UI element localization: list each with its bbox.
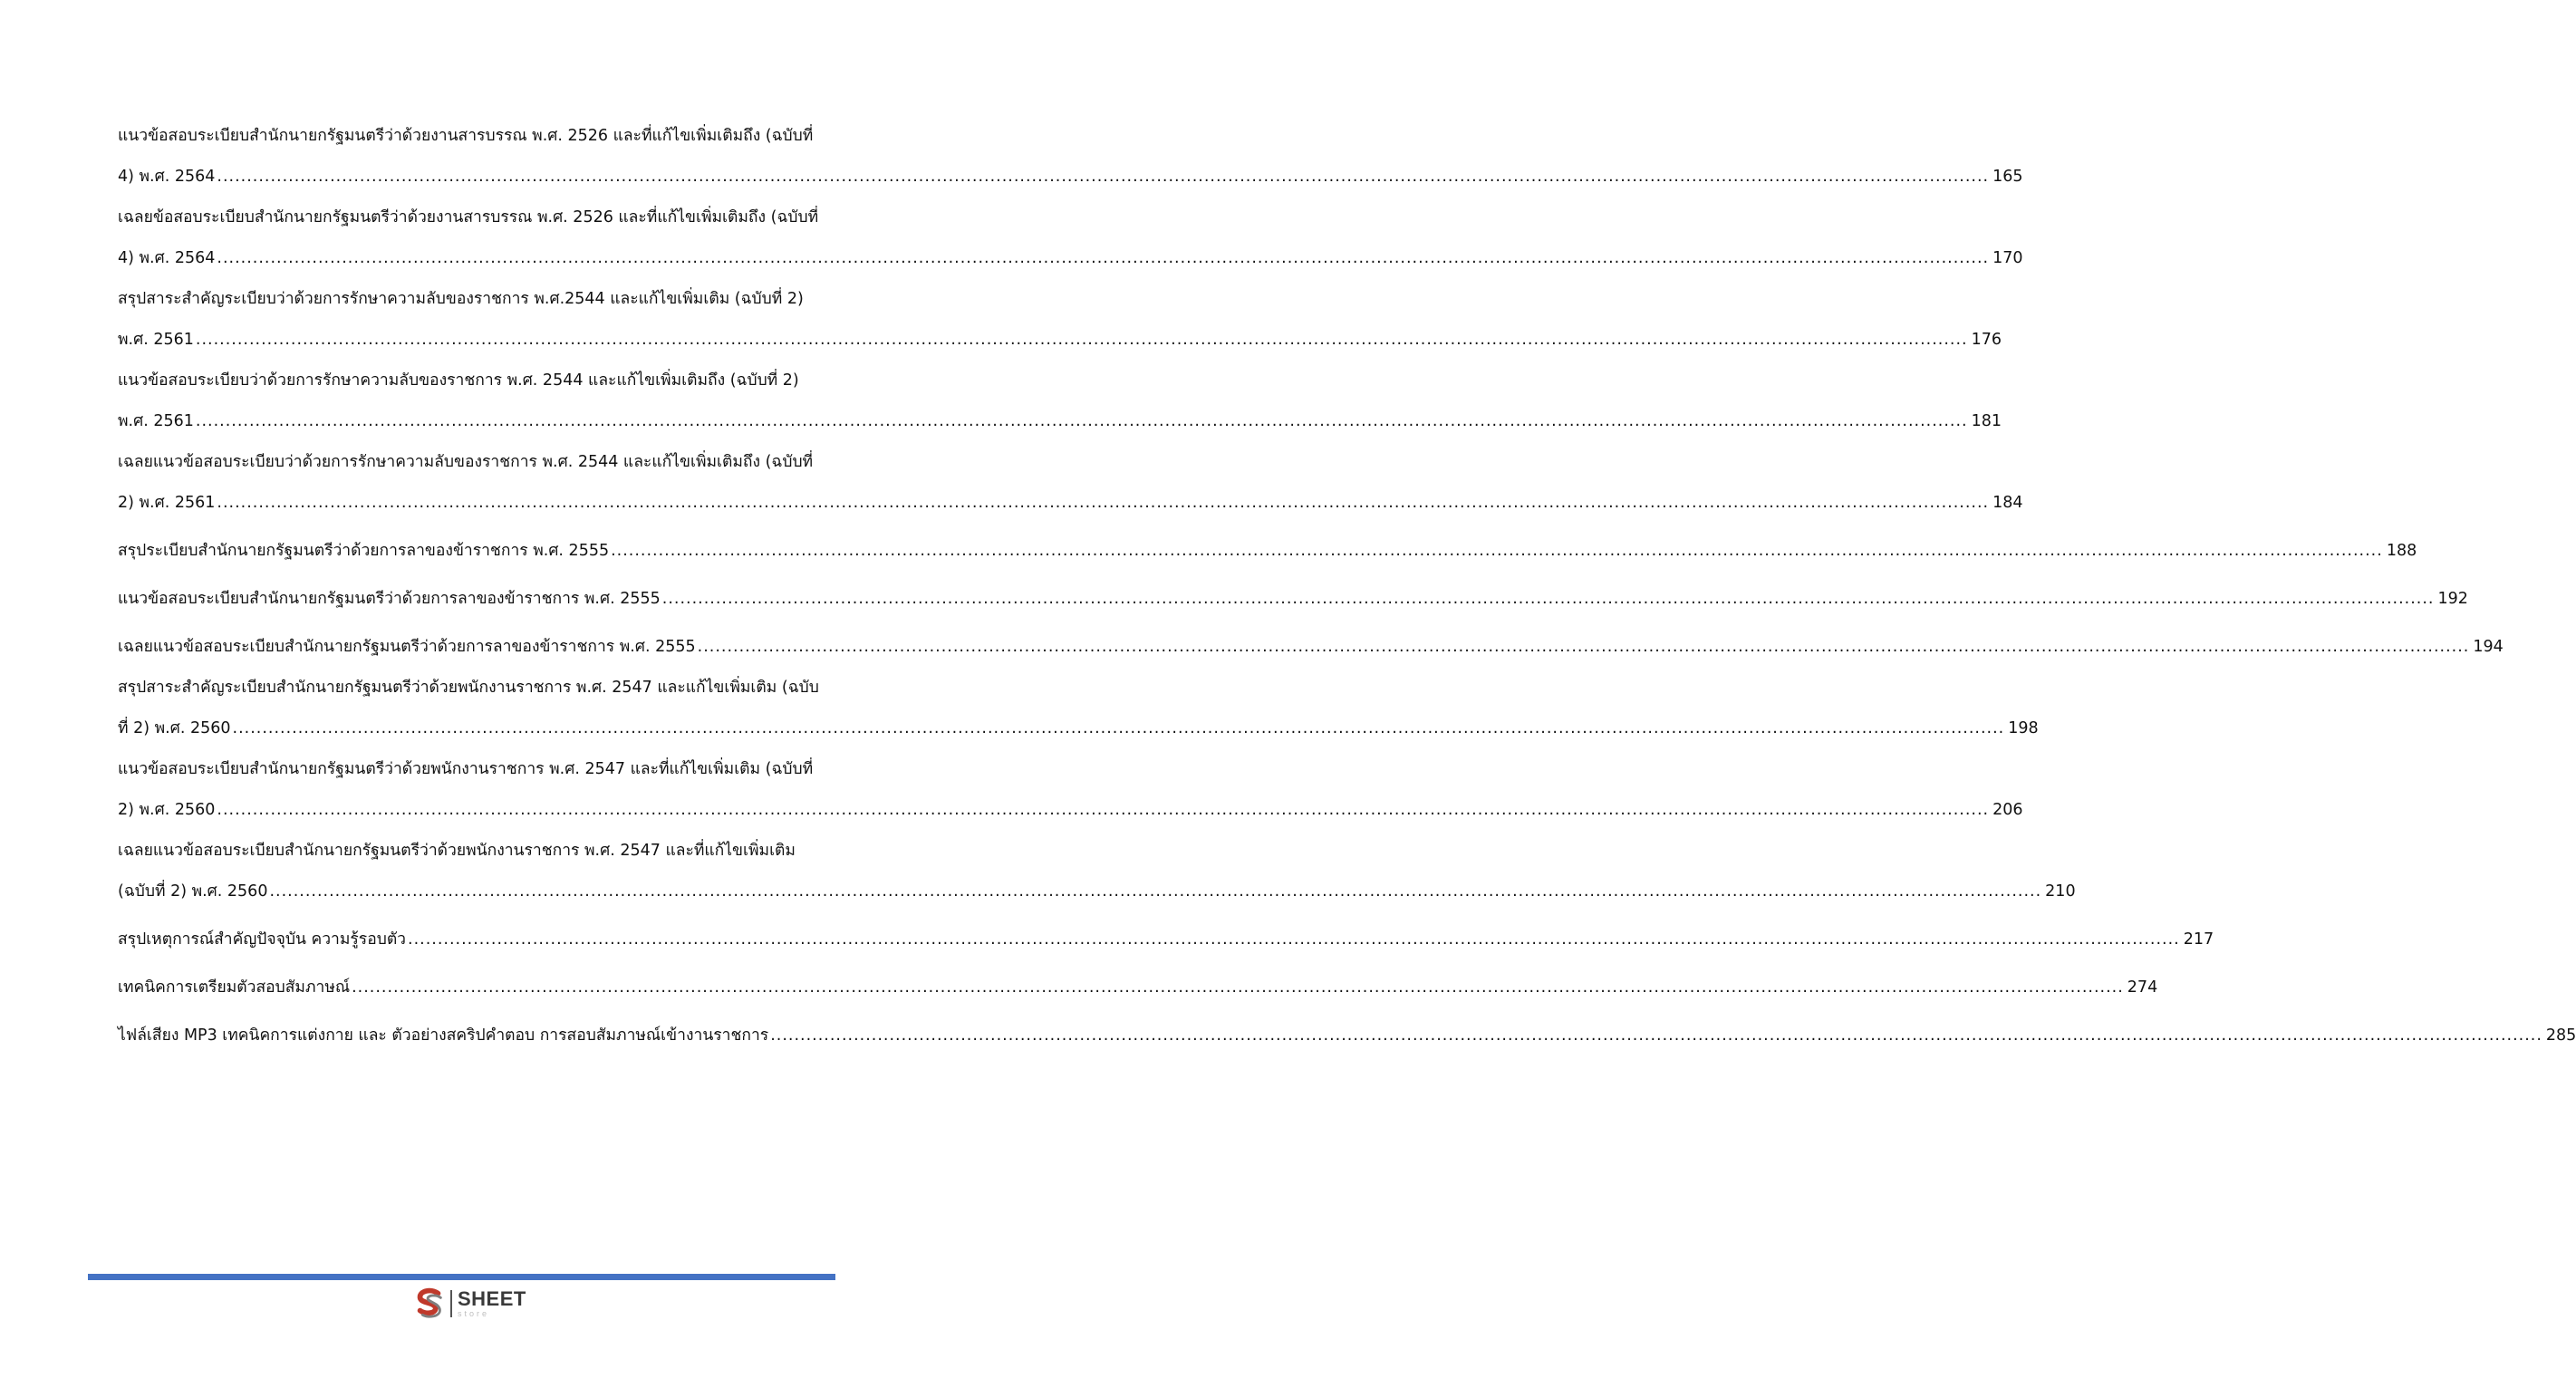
toc-entry[interactable] [118, 668, 2039, 749]
toc-entry[interactable] [118, 442, 2023, 524]
dot-leader [770, 1016, 2542, 1056]
toc-page-number: 206 [1992, 801, 2023, 819]
toc-entry-title-line2: 4) พ.ศ. 2564 [118, 168, 216, 186]
logo-wordmark [458, 1289, 526, 1318]
toc-entry[interactable] [118, 361, 2002, 442]
dot-leader [662, 579, 2435, 620]
dot-leader [698, 627, 2470, 668]
toc-entry-title: เทคนิคการเตรียมตัวสอบสัมภาษณ์ [118, 978, 351, 997]
toc-entry[interactable] [118, 968, 2158, 1008]
toc-page-number: 217 [2183, 930, 2214, 949]
toc-entry-title-line2: 2) พ.ศ. 2561 [118, 494, 216, 512]
toc-page-number: 210 [2045, 882, 2076, 901]
toc-page-number: 194 [2473, 638, 2504, 656]
toc-page-number: 192 [2437, 590, 2468, 608]
toc-page-number: 285 [2545, 1026, 2576, 1045]
toc-entry[interactable] [118, 831, 2076, 912]
toc-entry-title-line1: แนวข้อสอบระเบียบว่าด้วยการรักษาความลับของราชการ พ.ศ. 2544 และแก้ไขเพิ่มเติมถึง (ฉบับที่ 2) [118, 371, 799, 390]
dot-leader [269, 872, 2041, 912]
toc-page-number: 274 [2127, 978, 2158, 997]
dot-leader [217, 483, 1989, 524]
toc-entry[interactable] [118, 531, 2417, 572]
dot-leader [408, 920, 2180, 960]
logo-brand: SHEET [458, 1287, 526, 1310]
toc-entry-title: แนวข้อสอบระเบียบสำนักนายกรัฐมนตรีว่าด้วยการลาของข้าราชการ พ.ศ. 2555 [118, 590, 661, 608]
dot-leader [352, 968, 2124, 1008]
toc-entry-title: สรุปเหตุการณ์สำคัญปัจจุบัน ความรู้รอบตัว [118, 930, 407, 949]
dot-leader [233, 708, 2005, 749]
dot-leader [196, 401, 1968, 442]
toc-entry[interactable] [118, 116, 2023, 198]
toc-entry[interactable] [118, 749, 2023, 831]
toc-entry[interactable] [118, 579, 2468, 620]
toc-entry[interactable] [118, 627, 2504, 668]
footer-rule [88, 1274, 835, 1280]
toc-page-number: 170 [1992, 249, 2023, 267]
toc-entry-title-line1: เฉลยแนวข้อสอบระเบียบว่าด้วยการรักษาความลับของราชการ พ.ศ. 2544 และแก้ไขเพิ่มเติมถึง (ฉบับที่ [118, 453, 814, 471]
toc-entry-title-line2: พ.ศ. 2561 [118, 331, 194, 349]
toc-entry-title-line1: เฉลยข้อสอบระเบียบสำนักนายกรัฐมนตรีว่าด้วยงานสารบรรณ พ.ศ. 2526 และที่แก้ไขเพิ่มเติมถึง (ฉบับที่ [118, 208, 819, 226]
toc-entry-title: เฉลยแนวข้อสอบระเบียบสำนักนายกรัฐมนตรีว่าด้วยการลาของข้าราชการ พ.ศ. 2555 [118, 638, 696, 656]
toc-entry-title-line2: (ฉบับที่ 2) พ.ศ. 2560 [118, 882, 268, 901]
logo-divider [450, 1290, 452, 1317]
toc-page-number: 184 [1992, 494, 2023, 512]
toc-entry[interactable] [118, 1016, 2576, 1056]
table-of-contents [118, 116, 2576, 1056]
dot-leader [217, 238, 1989, 279]
sheet-store-logo-icon [412, 1286, 447, 1321]
logo-brand-sub: store [458, 1309, 490, 1318]
toc-entry-title-line1: แนวข้อสอบระเบียบสำนักนายกรัฐมนตรีว่าด้วยงานสารบรรณ พ.ศ. 2526 และที่แก้ไขเพิ่มเติมถึง (ฉบับที่ [118, 127, 814, 145]
toc-entry[interactable] [118, 279, 2002, 361]
toc-entry-title-line1: เฉลยแนวข้อสอบระเบียบสำนักนายกรัฐมนตรีว่าด้วยพนักงานราชการ พ.ศ. 2547 และที่แก้ไขเพิ่มเติม [118, 842, 796, 860]
toc-page-number: 188 [2386, 542, 2417, 560]
dot-leader [217, 157, 1989, 198]
toc-page-number: 198 [2008, 719, 2039, 737]
toc-entry-title-line2: 2) พ.ศ. 2560 [118, 801, 216, 819]
toc-entry-title-line1: สรุปสาระสำคัญระเบียบว่าด้วยการรักษาความลับของราชการ พ.ศ.2544 และแก้ไขเพิ่มเติม (ฉบับที่ 2) [118, 290, 804, 308]
toc-entry-title-line2: ที่ 2) พ.ศ. 2560 [118, 719, 231, 737]
toc-entry[interactable] [118, 198, 2023, 279]
dot-leader [217, 790, 1989, 831]
toc-page-number: 165 [1992, 168, 2023, 186]
toc-page-number: 176 [1971, 331, 2002, 349]
sheet-store-logo [412, 1285, 526, 1323]
toc-entry-title-line1: สรุปสาระสำคัญระเบียบสำนักนายกรัฐมนตรีว่าด้วยพนักงานราชการ พ.ศ. 2547 และแก้ไขเพิ่มเติม (ฉบับ [118, 679, 819, 697]
toc-page-number: 181 [1971, 412, 2002, 430]
toc-entry-title: สรุประเบียบสำนักนายกรัฐมนตรีว่าด้วยการลาของข้าราชการ พ.ศ. 2555 [118, 542, 610, 560]
toc-entry[interactable] [118, 920, 2214, 960]
toc-entry-title-line2: 4) พ.ศ. 2564 [118, 249, 216, 267]
dot-leader [196, 320, 1968, 361]
dot-leader [611, 531, 2383, 572]
toc-entry-title: ไฟล์เสียง MP3 เทคนิคการแต่งกาย และ ตัวอย่างสคริปคำตอบ การสอบสัมภาษณ์เข้างานราชการ [118, 1026, 769, 1045]
toc-entry-title-line1: แนวข้อสอบระเบียบสำนักนายกรัฐมนตรีว่าด้วยพนักงานราชการ พ.ศ. 2547 และที่แก้ไขเพิ่มเติม (ฉบับที่ [118, 760, 814, 778]
toc-entry-title-line2: พ.ศ. 2561 [118, 412, 194, 430]
